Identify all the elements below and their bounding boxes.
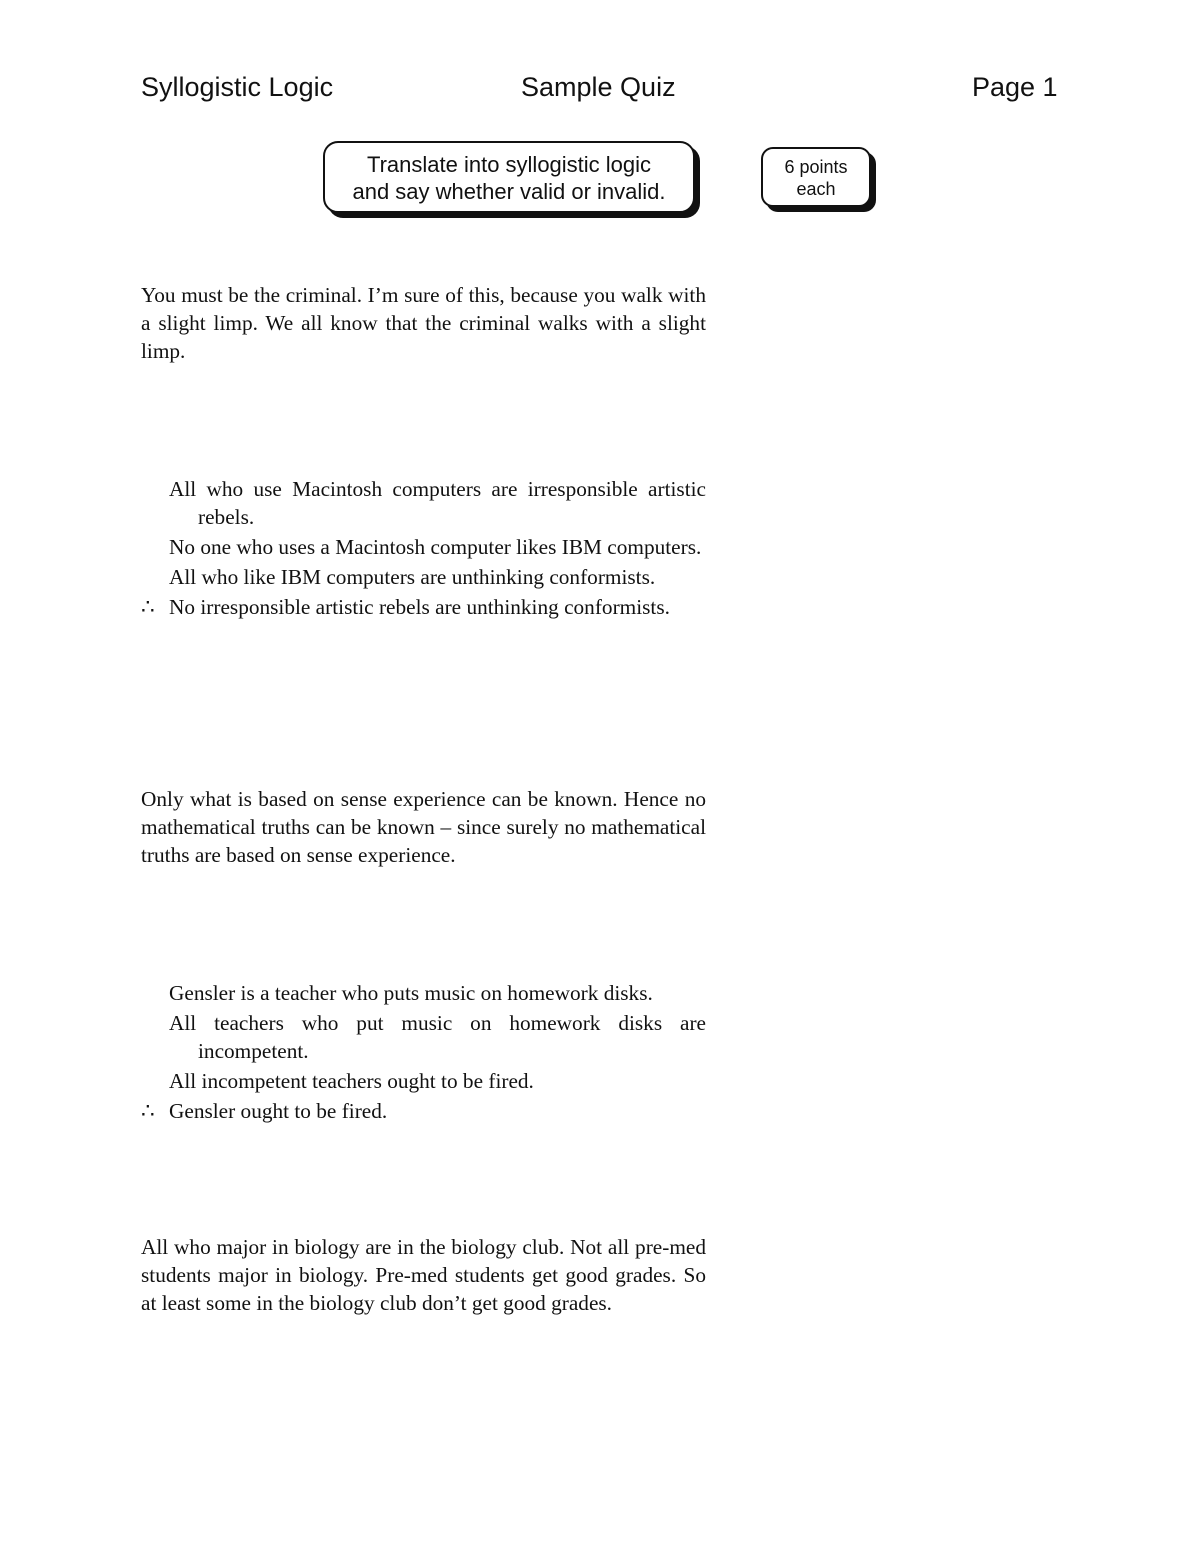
problem-5 [141,1233,706,1317]
problem-4 [141,979,706,1127]
problem-2-conclusion-line [141,593,706,621]
problem-1 [141,281,706,365]
page-number: Page 1 [972,72,1058,102]
problem-2-conclusion: No irresponsible artistic rebels are unthinking conformists. [169,595,670,619]
points-line-1: 6 points [784,157,848,177]
problem-3-text: Only what is based on sense experience can be known. Hence no mathematical truths can be known – since surely no mathematical truths are based on sense experience. [141,787,706,867]
instruction-box [323,141,695,213]
problem-4-premise-2: All teachers who put music on homework disks are incompetent. [169,1011,706,1063]
points-line-2: each [796,179,836,199]
problem-4-conclusion-line [141,1097,706,1125]
instruction-line-1: Translate into syllogistic logic [366,152,652,177]
instruction-line-2: and say whether valid or invalid. [352,179,666,204]
course-title: Syllogistic Logic [141,72,334,102]
quiz-title: Sample Quiz [521,72,676,102]
points-box [761,147,871,207]
problem-2-premise-1: All who use Macintosh computers are irresponsible artistic rebels. [169,477,706,529]
problem-4-premise-1: Gensler is a teacher who puts music on homework disks. [169,981,653,1005]
problem-2 [141,475,706,623]
problem-3 [141,785,706,869]
problem-2-premise-2: No one who uses a Macintosh computer likes IBM computers. [169,535,702,559]
problem-4-conclusion: Gensler ought to be fired. [169,1099,388,1123]
problem-1-text: You must be the criminal. I’m sure of this, because you walk with a slight limp. We all know that the criminal walks with a slight limp. [141,283,706,363]
problem-4-argument [141,979,706,1125]
problem-2-premise-3: All who like IBM computers are unthinking conformists. [169,565,656,589]
therefore-symbol: ∴ [141,595,155,619]
problem-2-argument [141,475,706,621]
problem-5-text: All who major in biology are in the biology club. Not all pre-med students major in biology. Pre-med students get good grades. So at least some in the biology club don’t get good grades. [141,1235,706,1315]
therefore-symbol: ∴ [141,1099,155,1123]
problem-4-premise-3: All incompetent teachers ought to be fired. [169,1069,534,1093]
